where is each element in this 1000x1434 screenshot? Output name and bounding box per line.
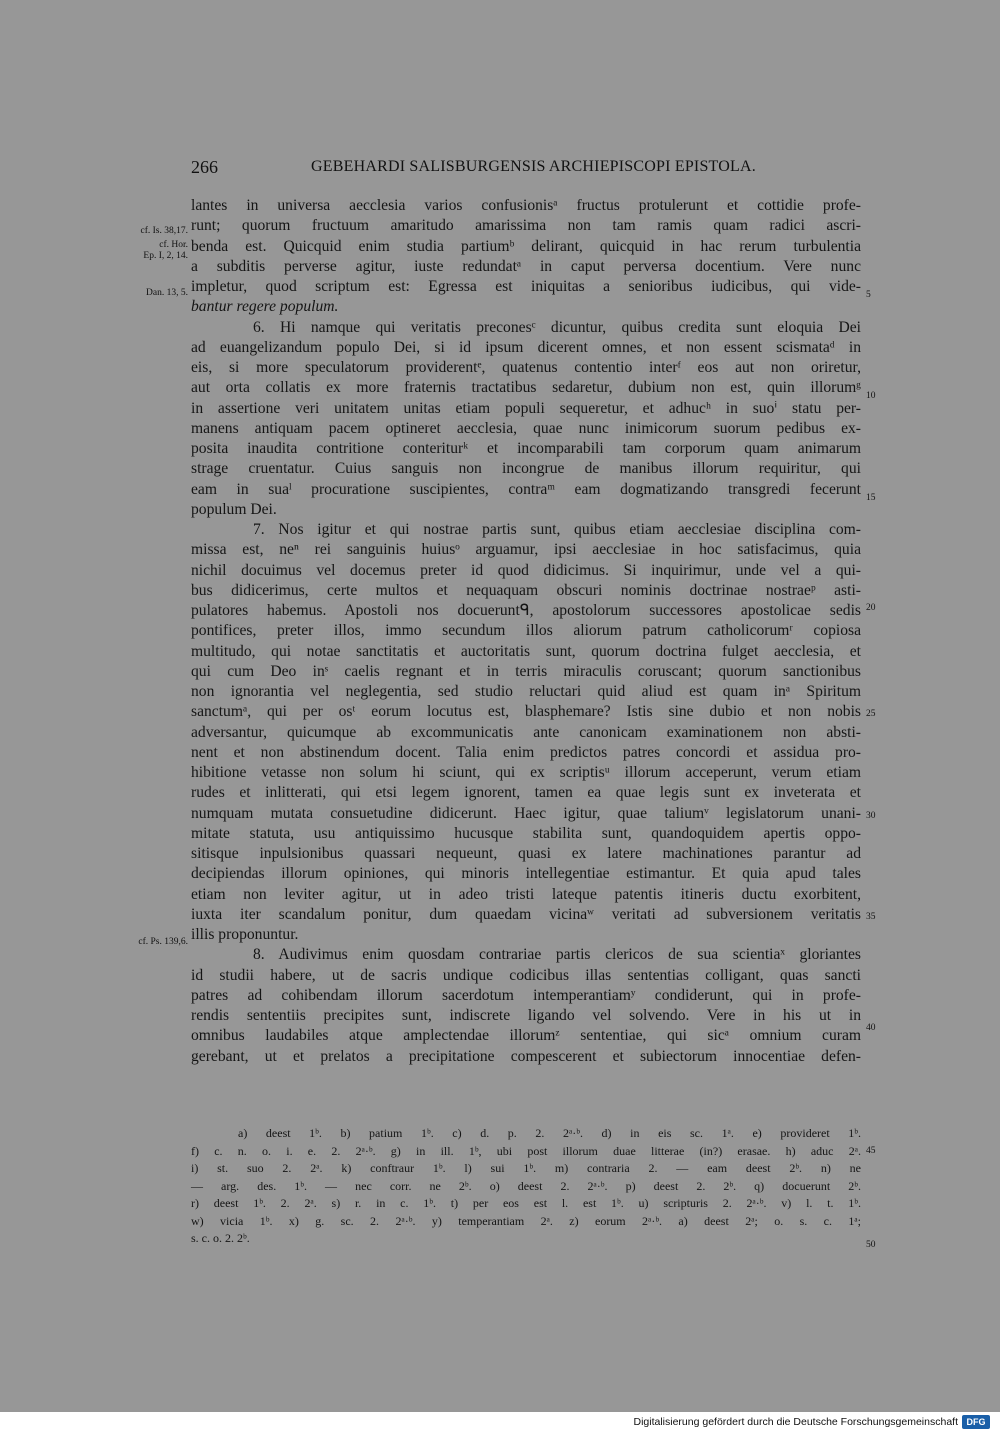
page-header: [191, 157, 861, 181]
text-line: eis, si more speculatorum providerentᵉ, quatenus contentio interᶠ eos aut non oriretur,: [191, 359, 861, 376]
text-line: non ignorantia vel neglegentia, sed studio reluctari quid aliud est quam inᵃ Spiritum: [191, 683, 861, 700]
text-line: gerebant, ut et prelatos a precipitatione compescerent et subiectorum innocentiae defen-: [191, 1047, 861, 1065]
line-number: 50: [866, 1240, 876, 1250]
text-line: eam in suaˡ procuratione suscipientes, contraᵐ eam dogmatizando transgredi fecerunt: [191, 480, 861, 498]
line-number: 45: [866, 1146, 876, 1156]
line-number: 25: [866, 709, 876, 719]
line-number: 10: [866, 391, 876, 401]
text-line: decipiendas illorum opiniones, qui minoris intellegentiae estimantur. Et quia apud tales: [191, 865, 861, 883]
text-line: populum Dei.: [191, 500, 277, 518]
text-line: adversantur, quicumque ab excommunicatis ante canonicam examinationem non absti-: [191, 723, 861, 741]
paragraph-8-start: 8. Audivimus enim quosdam contrariae partis clericos de sua scientiaˣ gloriantes: [253, 946, 861, 964]
line-number: 30: [866, 811, 876, 821]
text-line: a subditis perverse agitur, iuste redundatᵃ in caput perversa docentium. Vere nunc: [191, 257, 861, 275]
text-line: runt; quorum fructuum amaritudo amarissima non tam ramis quam radici ascri-: [191, 217, 861, 235]
footnotes: [191, 1125, 861, 1248]
text-line: nichil docuimus vel docemus preter id quod didicimus. Si inquirimur, unde vel a qui-: [191, 561, 861, 579]
text-line: qui cum Deo inˢ caelis regnant et in terris miraculis coruscant; quorum sanctionibus: [191, 662, 861, 680]
funding-credit: Digitalisierung gefördert durch die Deutsche Forschungsgemeinschaft: [633, 1416, 958, 1428]
text-line: id studii habere, ut de sacris undique codicibus illas sententias colligant, quas sancti: [191, 966, 861, 984]
footnote-line: s. c. o. 2. 2ᵇ.: [191, 1231, 250, 1245]
line-number: 15: [866, 493, 876, 503]
margin-reference: cf. Hor.: [159, 240, 188, 250]
page-number: 266: [191, 157, 218, 177]
dfg-logo: DFG: [962, 1415, 990, 1429]
text-line: hibitione vetasse non solum hi sciunt, qui ex scriptisᵘ illorum acceperunt, verum etiam: [191, 764, 861, 781]
paragraph-6-start: 6. Hi namque qui veritatis preconesᶜ dicuntur, quibus credita sunt eloquia Dei: [253, 318, 861, 336]
running-title: GEBEHARDI SALISBURGENSIS ARCHIEPISCOPI EPISTOLA.: [311, 158, 756, 175]
footnote-line: i) st. suo 2. 2ᵃ. k) conftraur 1ᵇ. l) sui 1ᵇ. m) contraria 2. — eam deest 2ᵇ. n) ne: [191, 1161, 861, 1175]
text-line: missa est, neⁿ rei sanguinis huiusᵒ arguamur, ipsi aecclesiae in hoc satisfacimus, quia: [191, 541, 861, 559]
text-line: pontifices, preter illos, immo secundum illos aliorum patrum catholicorumʳ copiosa: [191, 622, 861, 640]
text-line: multitudo, qui notae sanctitatis et auctoritatis sunt, quorum doctrina fulget aecclesia, et: [191, 642, 861, 660]
text-line: ad euangelizandum populo Dei, si id ipsum dicerent omnes, et non essent scismataᵈ in: [191, 338, 861, 356]
line-number: 35: [866, 912, 876, 922]
margin-reference: Dan. 13, 5.: [146, 288, 188, 298]
text-line: etiam non leviter agitur, ut in adeo tristi lateque patentis itineris ductu exorbitent,: [191, 885, 861, 903]
footnote-line: w) vicia 1ᵇ. x) g. sc. 2. 2ᵃ·ᵇ. y) temperantiam 2ᵃ. z) eorum 2ᵃ·ᵇ. a) deest 2ᵃ; o. s. c. 1ᵃ;: [191, 1213, 861, 1228]
text-line: rudes et inlitterati, qui etsi legem ignorent, tamen ea quae legis sunt ex inveterata et: [191, 784, 861, 802]
text-line: lantes in universa aecclesia varios confusionisᵃ fructus protulerunt et cottidie profe-: [191, 197, 861, 214]
text-line: bus didicerimus, certe multos et nequaquam obscuri nominis doctrinae nostraeᵖ asti-: [191, 581, 861, 599]
footnote-line: — arg. des. 1ᵇ. — nec corr. ne 2ᵇ. o) deest 2. 2ᵃ·ᵇ. p) deest 2. 2ᵇ. q) docuerunt 2ᵇ.: [191, 1178, 861, 1193]
text-line: iuxta iter scandalum ponitur, dum quaedam vicinaʷ veritati ad subversionem veritatis: [191, 905, 861, 923]
digitization-footer: [0, 1412, 1000, 1434]
main-text: [191, 196, 861, 1067]
text-line: aut orta collatis ex more fraternis tractatibus sedaretur, dubium non est, quin illorumᵍ: [191, 379, 861, 397]
line-number: 20: [866, 603, 876, 613]
line-number: 5: [866, 290, 871, 300]
footnote-line: a) deest 1ᵇ. b) patium 1ᵇ. c) d. p. 2. 2ᵃ·ᵇ. d) in eis sc. 1ᵃ. e) provideret 1ᵇ.: [238, 1126, 861, 1140]
text-line: omnibus laudabiles atque amplectendae illorumᶻ sententiae, qui sicᵃ omnium curam: [191, 1027, 861, 1045]
text-line: mitate statuta, usu antiquissimo hucusque stabilita sunt, quandoquidem apertis oppo-: [191, 824, 861, 842]
text-line: rendis sententiis precipites sunt, indiscrete ligando vel solvendo. Vere in his ut in: [191, 1007, 861, 1024]
text-line: illis proponuntur.: [191, 926, 299, 943]
text-line: manens antiquam pacem optineret aecclesia, quae nunc inimicorum suorum pedibus ex-: [191, 419, 861, 437]
text-line: benda est. Quicquid enim studia partiumᵇ delirant, quicquid in hac rerum turbulentia: [191, 237, 861, 255]
footnote-line: r) deest 1ᵇ. 2. 2ᵃ. s) r. in c. 1ᵇ. t) per eos est l. est 1ᵇ. u) scripturis 2. 2ᵃ·ᵇ. v) l. t. 1ᵇ.: [191, 1196, 861, 1210]
line-number: 40: [866, 1023, 876, 1033]
text-line: bantur regere populum.: [191, 298, 339, 316]
text-line: strage cruentatur. Cuius sanguis non incongrue de manibus illorum requiritur, qui: [191, 460, 861, 478]
margin-reference: cf. Ps. 139,6.: [138, 937, 188, 947]
text-line: sitisque inpulsionibus quassari nequeunt, quasi ex latere machinationes parantur ad: [191, 845, 861, 862]
margin-reference: Ep. I, 2, 14.: [143, 251, 188, 261]
paragraph-7-start: 7. Nos igitur et qui nostrae partis sunt, quibus etiam aecclesiae disciplina com-: [253, 521, 861, 538]
text-line: in assertione veri unitatem unitas etiam populi sequeretur, et adhucʰ in suoⁱ statu per-: [191, 399, 861, 417]
margin-reference: cf. Is. 38,17.: [140, 226, 188, 236]
text-line: nent et non abstinendum docent. Talia enim predictos patres concordi et assidua pro-: [191, 743, 861, 761]
text-line: patres ad cohibendam illorum sacerdotum intemperantiamʸ condiderunt, qui in profe-: [191, 986, 861, 1004]
footnote-line: f) c. n. o. i. e. 2. 2ᵃ·ᵇ. g) in ill. 1ᵇ, ubi post illorum duae litterae (in?) erasae. h) aduc 2ᵃ.: [191, 1143, 861, 1158]
text-line: impletur, quod scriptum est: Egressa est iniquitas a senioribus iudicibus, qui vide-: [191, 278, 861, 295]
text-line: pulatores habemus. Apostoli nos docueruntᑫ, apostolorum successores apostolicae sedis: [191, 602, 861, 619]
text-line: numquam mutata consuetudine didicerunt. Haec igitur, quae taliumᵛ legislatorum unani-: [191, 804, 861, 822]
text-line: sanctumᵃ, qui per osᵗ eorum locutus est, blasphemare? Istis sine dubio et non nobis: [191, 703, 861, 721]
text-line: posita inaudita contritione conteriturᵏ et incomparabili tam corporum quam animarum: [191, 440, 861, 457]
